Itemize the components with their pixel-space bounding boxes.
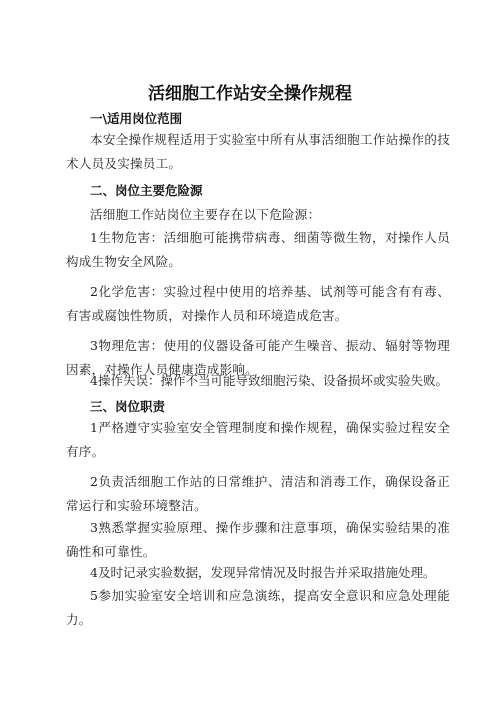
section-heading-duties: 三、岗位职责 <box>90 399 166 414</box>
paragraph-duty-5: 5参加实验室安全培训和应急演练，提高安全意识和应急处理能力。 <box>66 588 450 627</box>
section-heading-scope: 一\适用岗位范围 <box>90 111 183 126</box>
paragraph-hazards-intro: 活细胞工作站岗位主要存在以下危险源： <box>90 207 321 222</box>
paragraph-duty-4: 4及时记录实验数据，发现异常情况及时报告并采取措施处理。 <box>90 565 436 580</box>
section-heading-hazards: 二、岗位主要危险源 <box>90 183 203 198</box>
paragraph-duty-1: 1严格遵守实验室安全管理制度和操作规程，确保实验过程安全有序。 <box>66 420 450 459</box>
paragraph-hazard-misoperation: 4操作失误：操作不当可能导致细胞污染、设备损坏或实验失败。 <box>90 373 448 388</box>
paragraph-hazard-chemical: 2化学危害：实验过程中使用的培养基、试剂等可能含有有毒、有害或腐蚀性物质，对操作人员和环境造成危害。 <box>66 284 450 323</box>
document-title: 活细胞工作站安全操作规程 <box>148 84 352 104</box>
paragraph-hazard-biological: 1生物危害：活细胞可能携带病毒、细菌等微生物，对操作人员构成生物安全风险。 <box>66 230 450 269</box>
paragraph-scope: 本安全操作规程适用于实验室中所有从事活细胞工作站操作的技术人员及实操员工。 <box>66 132 450 171</box>
paragraph-hazard-physical: 3物理危害：使用的仪器设备可能产生噪音、振动、辐射等物理因素，对操作人员健康造成影响。 <box>66 338 450 377</box>
paragraph-duty-2: 2负责活细胞工作站的日常维护、清洁和消毒工作，确保设备正常运行和实验环境整洁。 <box>66 474 450 513</box>
paragraph-duty-3: 3熟悉掌握实验原理、操作步骤和注意事项，确保实验结果的准确性和可靠性。 <box>66 520 450 559</box>
